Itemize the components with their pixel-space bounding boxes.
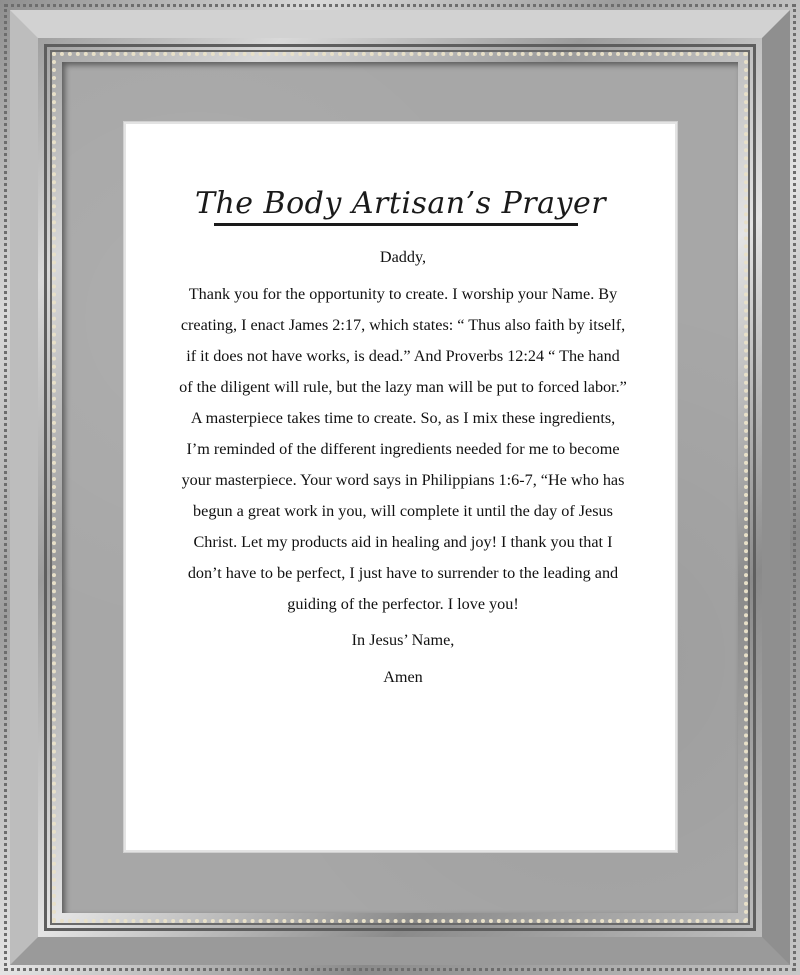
prayer-body-paragraph: Thank you for the opportunity to create. I worship your Name. By creating, I enact James 2:17, which states: “ Thus also faith by itself, if it does not have works, is dead.” And Proverbs 12:24 “ The hand of the diligent will rule, but the lazy man will be put to forced labor.” A masterpiece takes time to create. So, as I mix these ingredients, I’m reminded of the different ingredients needed for me to become your masterpiece. Your word says in Philippians 1:6-7, “He who has begun a great work in you, will complete it until the day of Jesus Christ. Let my products aid in healing and joy! I thank you that I don’t have to be perfect, I just have to surrender to the leading and guiding of the perfector. I love you! bbox=[179, 285, 627, 613]
salutation: Daddy, bbox=[379, 248, 427, 266]
amen-line: Amen bbox=[383, 668, 423, 686]
prayer-text bbox=[178, 242, 628, 699]
prayer-title: The Body Artisan’s Prayer bbox=[194, 186, 607, 221]
closing-line: In Jesus’ Name, bbox=[351, 631, 455, 649]
prayer-document bbox=[124, 122, 677, 852]
title-underline bbox=[214, 223, 578, 226]
